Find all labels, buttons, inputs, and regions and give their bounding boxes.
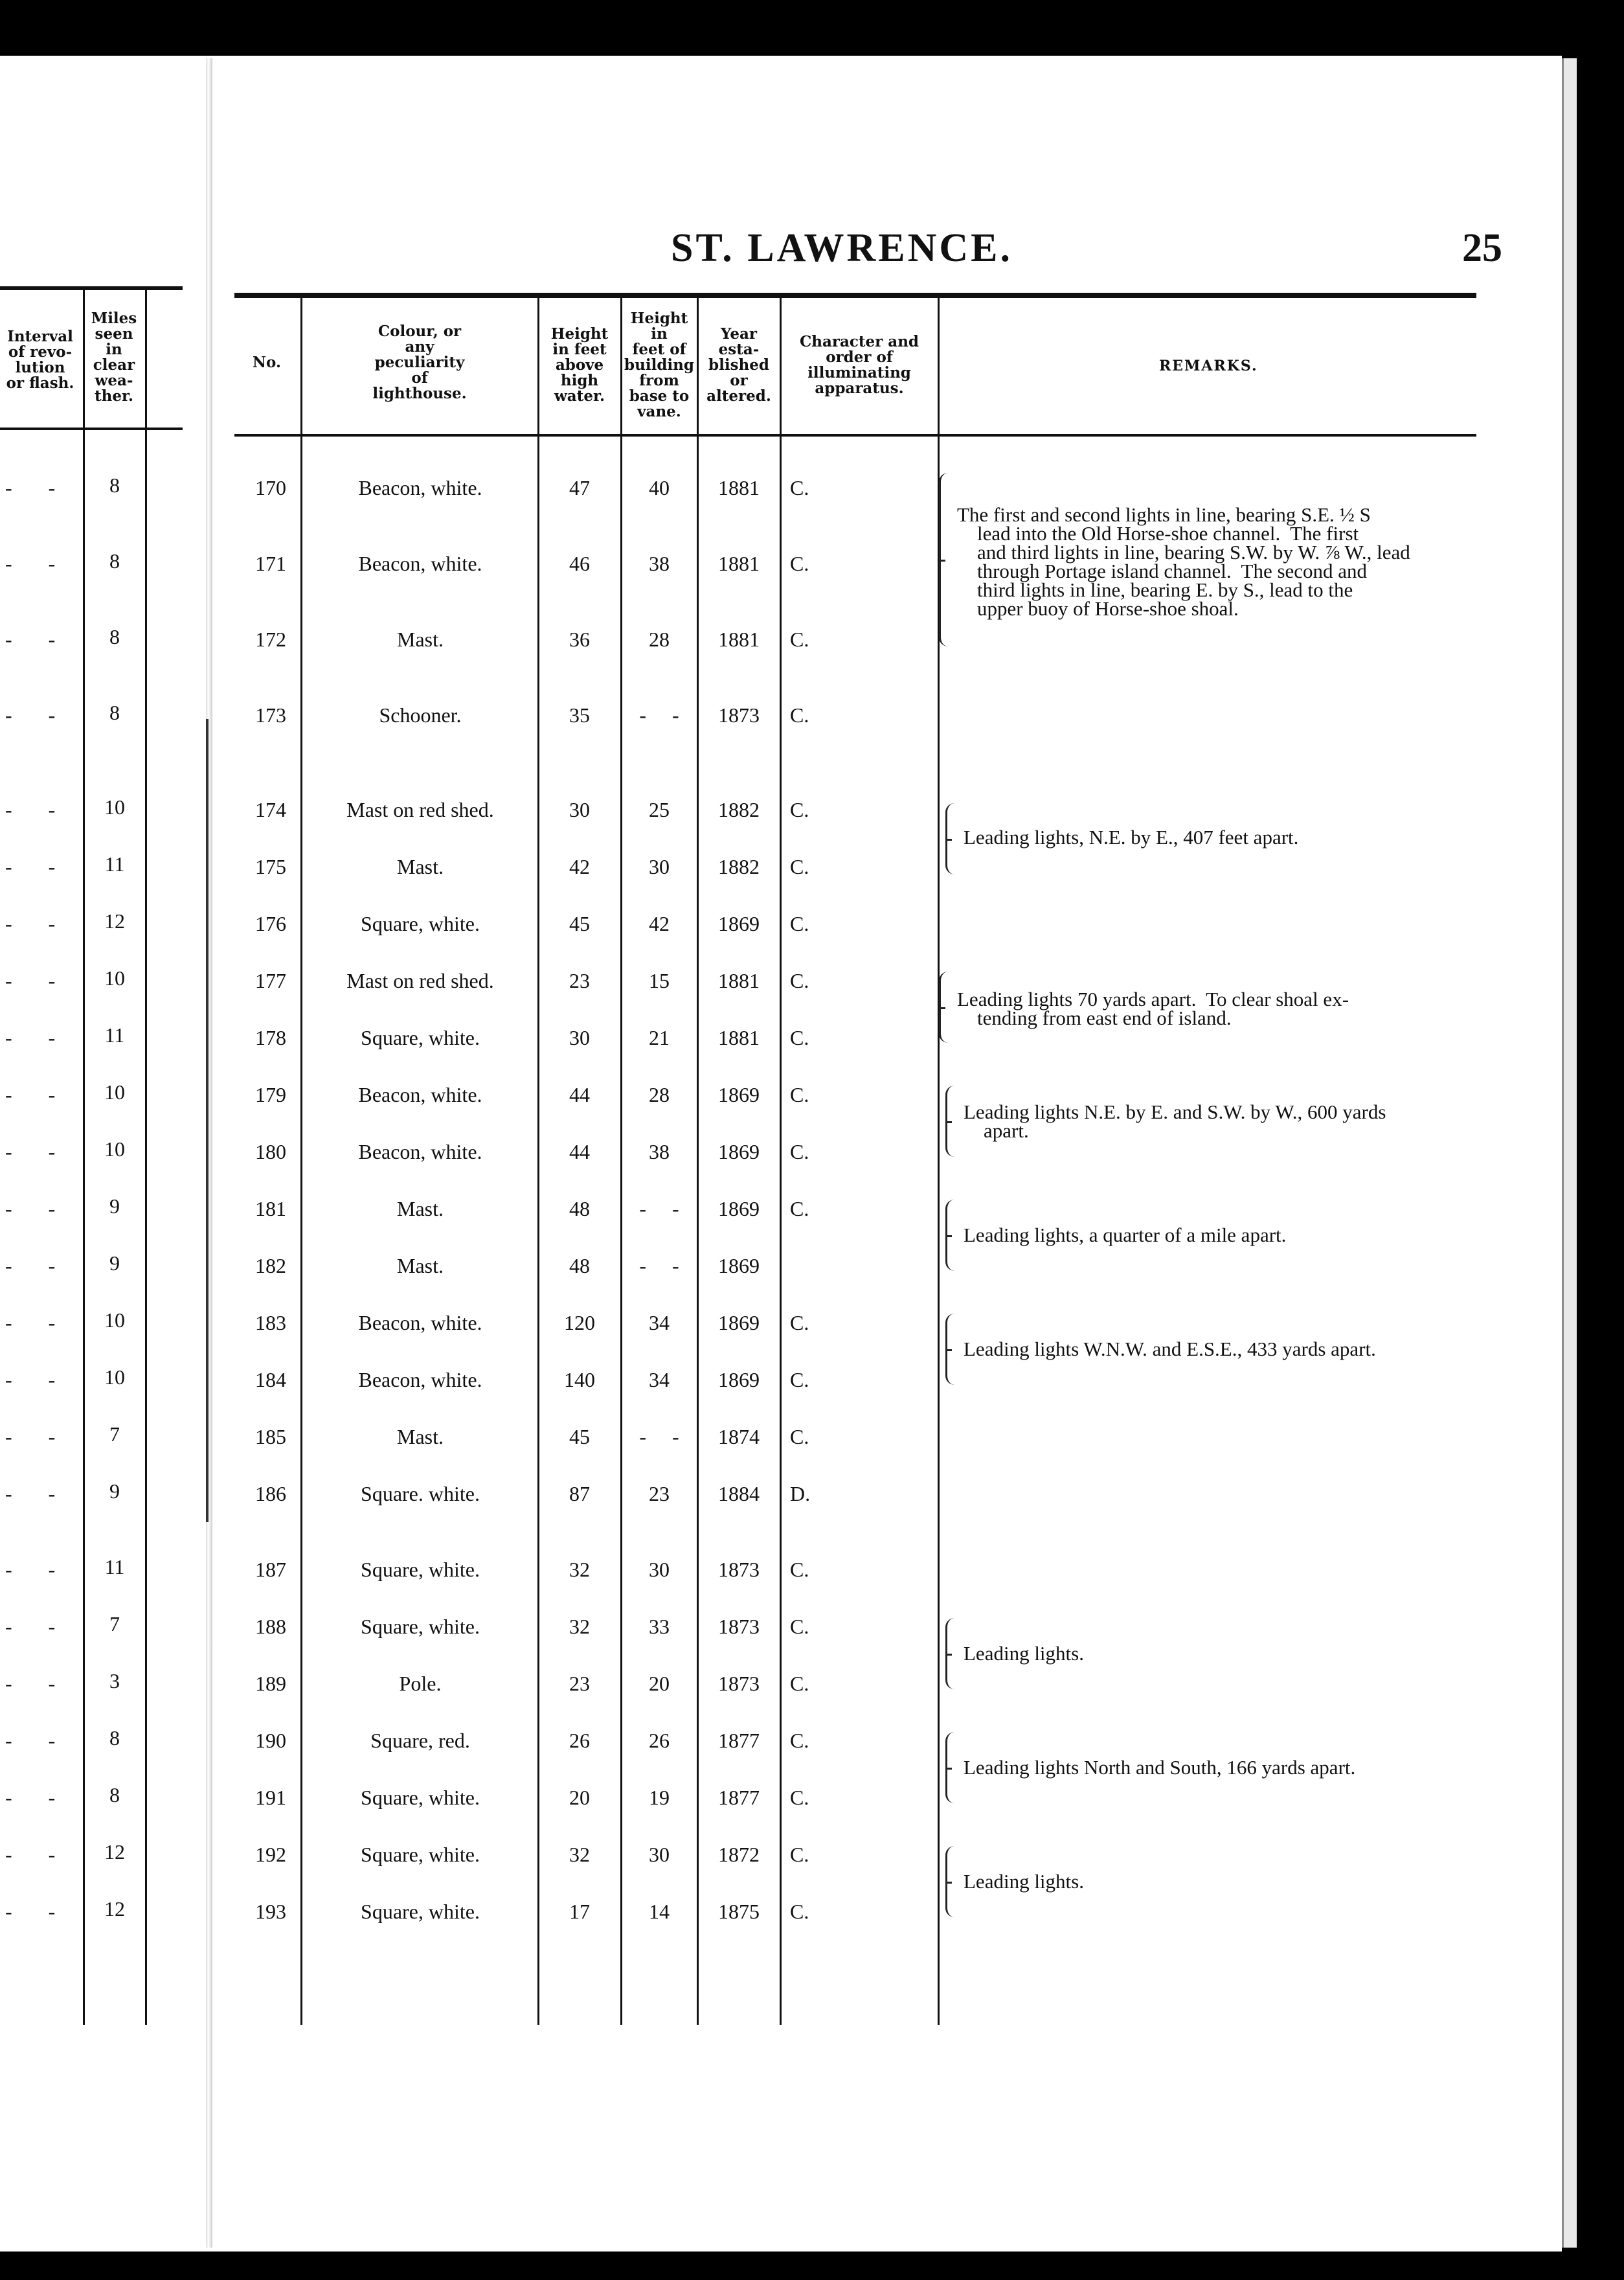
table-top-rule [234, 293, 1476, 298]
no-cell: 174 [255, 798, 286, 821]
bracket-icon [945, 1846, 956, 1917]
height-building-cell: 38 [649, 1140, 670, 1163]
no-cell: 186 [255, 1482, 286, 1505]
year-cell: 1875 [718, 1900, 760, 1923]
height-building-cell: - - [639, 1425, 679, 1448]
year-cell: 1872 [718, 1843, 760, 1866]
miles-cell: 8 [109, 1783, 120, 1807]
character-cell: C. [790, 1026, 809, 1049]
col-divider [780, 298, 782, 2025]
height-building-cell: 25 [649, 798, 670, 821]
interval-cell: - - [5, 476, 56, 499]
character-cell: C. [790, 1311, 809, 1334]
interval-cell: - - [5, 1900, 56, 1923]
height-water-cell: 32 [569, 1843, 590, 1866]
interval-cell: - - [5, 1083, 56, 1106]
bracket-tick [939, 1007, 945, 1009]
bracket-tick [945, 1882, 952, 1884]
interval-cell: - - [5, 969, 56, 992]
no-cell: 192 [255, 1843, 286, 1866]
character-cell: C. [790, 1672, 809, 1695]
year-cell: 1884 [718, 1482, 760, 1505]
no-cell: 176 [255, 912, 286, 935]
no-cell: 171 [255, 552, 286, 575]
no-cell: 183 [255, 1311, 286, 1334]
no-cell: 188 [255, 1615, 286, 1638]
interval-cell: - - [5, 1254, 56, 1277]
height-building-cell: 15 [649, 969, 670, 992]
height-building-cell: 19 [649, 1786, 670, 1809]
remark-text: Leading lights. [964, 1642, 1084, 1665]
height-building-cell: - - [639, 1197, 679, 1220]
bracket-icon [939, 972, 950, 1043]
interval-cell: - - [5, 1026, 56, 1049]
miles-cell: 12 [104, 1897, 125, 1921]
character-cell: C. [790, 628, 809, 651]
miles-cell: 10 [104, 1080, 125, 1104]
year-cell: 1873 [718, 1558, 760, 1581]
height-water-cell: 45 [569, 1425, 590, 1448]
no-header: No. [253, 354, 281, 371]
height-water-cell: 44 [569, 1140, 590, 1163]
interval-cell: - - [5, 855, 56, 878]
colour-cell: Beacon, white. [358, 1368, 482, 1391]
remark-text: Leading lights, a quarter of a mile apart. [964, 1224, 1287, 1246]
character-cell: C. [790, 1615, 809, 1638]
miles-cell: 9 [109, 1479, 120, 1503]
character-cell: C. [790, 1083, 809, 1106]
colour-cell: Square, white. [361, 1786, 480, 1809]
no-cell: 185 [255, 1425, 286, 1448]
height-water-cell: 30 [569, 798, 590, 821]
height-water-cell: 20 [569, 1786, 590, 1809]
interval-cell: - - [5, 798, 56, 821]
height-water-cell: 32 [569, 1615, 590, 1638]
interval-cell: - - [5, 1786, 56, 1809]
colour-cell: Square, white. [361, 1026, 480, 1049]
miles-cell: 8 [109, 1726, 120, 1750]
colour-cell: Beacon, white. [358, 552, 482, 575]
character-cell: C. [790, 1558, 809, 1581]
bracket-icon [945, 1618, 956, 1689]
colour-header: Colour, or any peculiarity of lighthouse. [372, 323, 467, 402]
remarks-header: REMARKS. [1159, 358, 1258, 374]
year-cell: 1881 [718, 1026, 760, 1049]
height-building-cell: 40 [649, 476, 670, 499]
colour-cell: Beacon, white. [358, 1311, 482, 1334]
height-water-cell: 42 [569, 855, 590, 878]
interval-cell: - - [5, 552, 56, 575]
height-water-cell: 47 [569, 476, 590, 499]
height-water-cell: 36 [569, 628, 590, 651]
remark-text: Leading lights North and South, 166 yards apart. [964, 1756, 1356, 1779]
no-cell: 179 [255, 1083, 286, 1106]
interval-cell: - - [5, 1482, 56, 1505]
miles-header: Miles seen in clear wea- ther. [91, 310, 137, 405]
interval-cell: - - [5, 1558, 56, 1581]
height-water-cell: 87 [569, 1482, 590, 1505]
miles-cell: 11 [104, 852, 125, 876]
height-building-cell: 28 [649, 1083, 670, 1106]
year-cell: 1877 [718, 1729, 760, 1752]
colour-cell: Square, white. [361, 912, 480, 935]
miles-cell: 3 [109, 1669, 120, 1693]
interval-cell: - - [5, 1729, 56, 1752]
miles-cell: 12 [104, 1840, 125, 1864]
interval-cell: - - [5, 1672, 56, 1695]
height-building-cell: 20 [649, 1672, 670, 1695]
remark-text: The first and second lights in line, bearing S.E. ½ S lead into the Old Horse-shoe channel. The first and third lights in line, bearing S.W. by W. ⅞ W., lead through Portage island channel. The second and third lights in line, bearing E. by S., lead to the upper buoy of Horse-shoe shoal. [957, 503, 1410, 620]
colour-cell: Square, white. [361, 1558, 480, 1581]
remark-text: Leading lights, N.E. by E., 407 feet apart. [964, 826, 1299, 849]
bracket-tick [945, 1121, 952, 1123]
height-building-cell: - - [639, 1254, 679, 1277]
year-cell: 1881 [718, 969, 760, 992]
colour-cell: Mast. [397, 855, 444, 878]
interval-cell: - - [5, 1140, 56, 1163]
year-cell: 1881 [718, 476, 760, 499]
year-cell: 1869 [718, 912, 760, 935]
height-water-cell: 32 [569, 1558, 590, 1581]
year-cell: 1877 [718, 1786, 760, 1809]
character-cell: C. [790, 1197, 809, 1220]
character-cell: D. [790, 1482, 811, 1505]
height-water-cell: 17 [569, 1900, 590, 1923]
interval-cell: - - [5, 1425, 56, 1448]
bracket-icon [945, 1086, 956, 1157]
height-building-cell: 28 [649, 628, 670, 651]
interval-cell: - - [5, 1843, 56, 1866]
col-divider [620, 298, 622, 2025]
colour-cell: Beacon, white. [358, 476, 482, 499]
bracket-icon [945, 1200, 956, 1271]
year-cell: 1869 [718, 1311, 760, 1334]
remark-text: Leading lights. [964, 1870, 1084, 1893]
miles-cell: 8 [109, 625, 120, 648]
bracket-icon [945, 803, 956, 874]
character-cell: C. [790, 1140, 809, 1163]
interval-cell: - - [5, 1311, 56, 1334]
miles-cell: 12 [104, 909, 125, 933]
page-edge [1562, 58, 1577, 2248]
character-cell: C. [790, 1425, 809, 1448]
remark-text: Leading lights W.N.W. and E.S.E., 433 yards apart. [964, 1338, 1376, 1360]
colour-cell: Beacon, white. [358, 1083, 482, 1106]
height-water-cell: 35 [569, 703, 590, 727]
colour-cell: Beacon, white. [358, 1140, 482, 1163]
no-cell: 182 [255, 1254, 286, 1277]
colour-cell: Square, white. [361, 1843, 480, 1866]
year-cell: 1869 [718, 1140, 760, 1163]
colour-cell: Mast on red shed. [346, 969, 494, 992]
miles-cell: 10 [104, 1137, 125, 1161]
miles-cell: 11 [104, 1555, 125, 1579]
height-building-cell: 38 [649, 552, 670, 575]
year-cell: 1873 [718, 703, 760, 727]
no-cell: 191 [255, 1786, 286, 1809]
no-cell: 190 [255, 1729, 286, 1752]
character-cell: C. [790, 1368, 809, 1391]
year-cell: 1881 [718, 628, 760, 651]
height-building-cell: 26 [649, 1729, 670, 1752]
colour-cell: Mast. [397, 1425, 444, 1448]
character-cell: C. [790, 1843, 809, 1866]
character-cell: C. [790, 1786, 809, 1809]
bracket-icon [945, 1732, 956, 1803]
height-water-cell: 120 [564, 1311, 595, 1334]
year-cell: 1873 [718, 1672, 760, 1695]
character-header: Character and order of illuminating apparatus. [799, 333, 919, 397]
year-cell: 1882 [718, 798, 760, 821]
no-cell: 184 [255, 1368, 286, 1391]
colour-cell: Square, white. [361, 1900, 480, 1923]
left-header-rule [0, 428, 183, 430]
character-cell: C. [790, 798, 809, 821]
year-cell: 1881 [718, 552, 760, 575]
year-cell: 1882 [718, 855, 760, 878]
no-cell: 180 [255, 1140, 286, 1163]
bracket-icon [945, 1314, 956, 1385]
height-water-cell: 44 [569, 1083, 590, 1106]
no-cell: 175 [255, 855, 286, 878]
year-cell: 1873 [718, 1615, 760, 1638]
character-cell: C. [790, 912, 809, 935]
miles-cell: 7 [109, 1422, 120, 1446]
remark-text: Leading lights 70 yards apart. To clear shoal ex- tending from east end of island. [957, 988, 1349, 1029]
interval-cell: - - [5, 628, 56, 651]
bracket-tick [945, 1349, 952, 1351]
col-divider [697, 298, 699, 2025]
miles-cell: 9 [109, 1251, 120, 1275]
remark-text: Leading lights N.E. by E. and S.W. by W., 600 yards apart. [964, 1100, 1386, 1142]
character-cell: C. [790, 1729, 809, 1752]
year-cell: 1869 [718, 1083, 760, 1106]
no-cell: 189 [255, 1672, 286, 1695]
no-cell: 181 [255, 1197, 286, 1220]
height-water-cell: 45 [569, 912, 590, 935]
no-cell: 178 [255, 1026, 286, 1049]
no-cell: 170 [255, 476, 286, 499]
miles-cell: 10 [104, 966, 125, 990]
miles-cell: 10 [104, 795, 125, 819]
year-cell: 1869 [718, 1197, 760, 1220]
height-water-cell: 48 [569, 1197, 590, 1220]
height-building-cell: 33 [649, 1615, 670, 1638]
col-divider [537, 298, 539, 2025]
bracket-tick [945, 1235, 952, 1237]
miles-cell: 11 [104, 1023, 125, 1047]
colour-cell: Square, white. [361, 1615, 480, 1638]
colour-cell: Square. white. [361, 1482, 480, 1505]
year-cell: 1869 [718, 1254, 760, 1277]
left-top-rule [0, 286, 183, 290]
height-building-cell: 30 [649, 1843, 670, 1866]
height-water-cell: 23 [569, 969, 590, 992]
miles-cell: 8 [109, 473, 120, 497]
interval-cell: - - [5, 1368, 56, 1391]
height-building-cell: - - [639, 703, 679, 727]
height-water-header: Height in feet above high water. [550, 325, 609, 405]
page-number: 25 [1462, 226, 1502, 270]
miles-cell: 10 [104, 1365, 125, 1389]
colour-cell: Mast. [397, 1254, 444, 1277]
miles-cell: 8 [109, 549, 120, 573]
interval-cell: - - [5, 1197, 56, 1220]
colour-cell: Mast. [397, 1197, 444, 1220]
bracket-tick [945, 839, 952, 841]
height-building-header: Height in feet of building from base to vane. [624, 310, 694, 420]
height-building-cell: 23 [649, 1482, 670, 1505]
no-cell: 172 [255, 628, 286, 651]
height-building-cell: 34 [649, 1311, 670, 1334]
miles-cell: 7 [109, 1612, 120, 1636]
no-cell: 187 [255, 1558, 286, 1581]
page-edge-mark [206, 719, 209, 1522]
height-building-cell: 14 [649, 1900, 670, 1923]
character-cell: C. [790, 476, 809, 499]
bracket-icon [939, 473, 950, 646]
height-building-cell: 34 [649, 1368, 670, 1391]
colour-cell: Mast on red shed. [346, 798, 494, 821]
height-building-cell: 21 [649, 1026, 670, 1049]
character-cell: C. [790, 969, 809, 992]
height-water-cell: 46 [569, 552, 590, 575]
year-header: Year esta- blished or altered. [706, 325, 771, 405]
height-building-cell: 42 [649, 912, 670, 935]
no-cell: 177 [255, 969, 286, 992]
interval-cell: - - [5, 1615, 56, 1638]
bracket-tick [939, 560, 945, 562]
height-water-cell: 48 [569, 1254, 590, 1277]
bracket-tick [945, 1654, 952, 1656]
colour-cell: Square, red. [370, 1729, 470, 1752]
no-cell: 193 [255, 1900, 286, 1923]
colour-cell: Pole. [399, 1672, 442, 1695]
height-water-cell: 23 [569, 1672, 590, 1695]
bracket-tick [945, 1768, 952, 1770]
interval-cell: - - [5, 703, 56, 727]
height-water-cell: 140 [564, 1368, 595, 1391]
character-cell: C. [790, 1900, 809, 1923]
table-header-rule [234, 434, 1476, 437]
colour-cell: Mast. [397, 628, 444, 651]
miles-cell: 9 [109, 1194, 120, 1218]
height-water-cell: 26 [569, 1729, 590, 1752]
height-building-cell: 30 [649, 1558, 670, 1581]
miles-cell: 8 [109, 701, 120, 724]
character-cell: C. [790, 703, 809, 727]
height-water-cell: 30 [569, 1026, 590, 1049]
page-title: ST. LAWRENCE. [670, 226, 1013, 270]
year-cell: 1874 [718, 1425, 760, 1448]
no-cell: 173 [255, 703, 286, 727]
interval-header: Interval of revo- lution or flash. [6, 328, 74, 392]
height-building-cell: 30 [649, 855, 670, 878]
year-cell: 1869 [718, 1368, 760, 1391]
character-cell: C. [790, 552, 809, 575]
colour-cell: Schooner. [379, 703, 462, 727]
miles-cell: 10 [104, 1308, 125, 1332]
left-col-divider [145, 289, 147, 2025]
interval-cell: - - [5, 912, 56, 935]
character-cell: C. [790, 855, 809, 878]
